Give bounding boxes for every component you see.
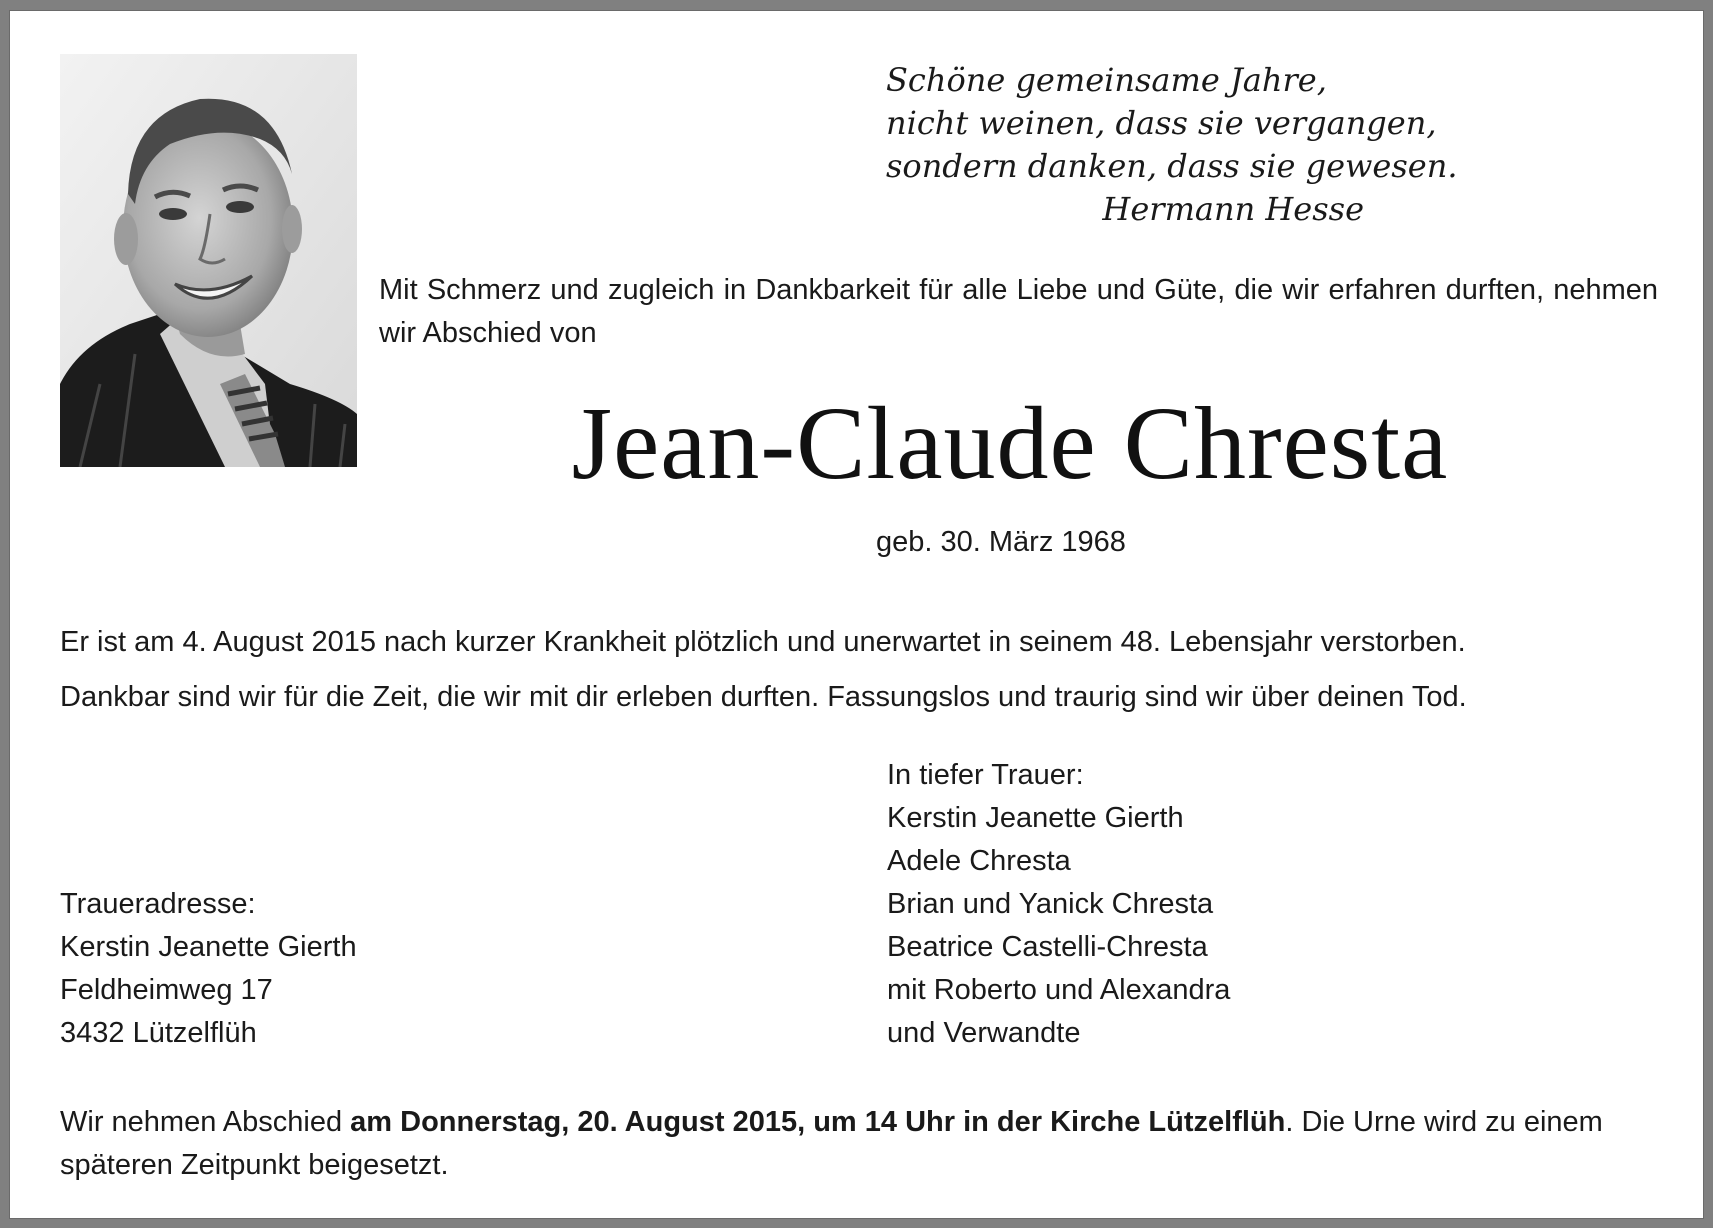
portrait-icon	[60, 54, 357, 467]
mourner-name: Brian und Yanick Chresta	[887, 888, 1214, 920]
intro-text: Mit Schmerz und zugleich in Dankbarkeit für alle Liebe und Güte, die wir erfahren durften, nehmen wir Abschied von	[379, 274, 1658, 349]
mourners-list	[887, 754, 1587, 1055]
address-heading: Traueradresse:	[60, 888, 256, 920]
death-line: Dankbar sind wir für die Zeit, die wir mit dir erleben durften. Fassungslos und traurig sind wir über deinen Tod.	[60, 681, 1467, 713]
poem-line: nicht weinen, dass sie vergangen,	[886, 104, 1437, 142]
poem-quote	[886, 59, 1458, 231]
service-details: am Donnerstag, 20. August 2015, um 14 Uhr in der Kirche Lützelflüh	[350, 1106, 1286, 1138]
mourners-heading: In tiefer Trauer:	[887, 759, 1084, 791]
birth-date: geb. 30. März 1968	[876, 526, 1126, 558]
address-line: Feldheimweg 17	[60, 974, 273, 1006]
mourner-name: und Verwandte	[887, 1017, 1081, 1049]
mourner-name: Beatrice Castelli-Chresta	[887, 931, 1208, 963]
mourner-name: Kerstin Jeanette Gierth	[887, 802, 1184, 834]
service-prefix: Wir nehmen Abschied	[60, 1106, 351, 1138]
poem-author: Hermann Hesse	[1102, 190, 1364, 228]
death-notice	[60, 615, 1658, 725]
mourner-name: Adele Chresta	[887, 845, 1071, 877]
mourning-address	[60, 883, 560, 1055]
obituary-notice	[9, 10, 1704, 1219]
poem-line: Schöne gemeinsame Jahre,	[886, 61, 1327, 99]
poem-line: sondern danken, dass sie gewesen.	[886, 147, 1458, 185]
death-line: Er ist am 4. August 2015 nach kurzer Krankheit plötzlich und unerwartet in seinem 48. Lebensjahr verstorben.	[60, 626, 1466, 658]
address-line: Kerstin Jeanette Gierth	[60, 931, 357, 963]
service-suffix: . Die Urne wird zu einem späteren Zeitpunkt beigesetzt.	[60, 1106, 1603, 1181]
mourner-name: mit Roberto und Alexandra	[887, 974, 1231, 1006]
deceased-name: Jean-Claude Chresta	[571, 386, 1449, 501]
portrait-photo	[60, 54, 357, 467]
address-line: 3432 Lützelflüh	[60, 1017, 257, 1049]
service-info	[60, 1101, 1658, 1187]
